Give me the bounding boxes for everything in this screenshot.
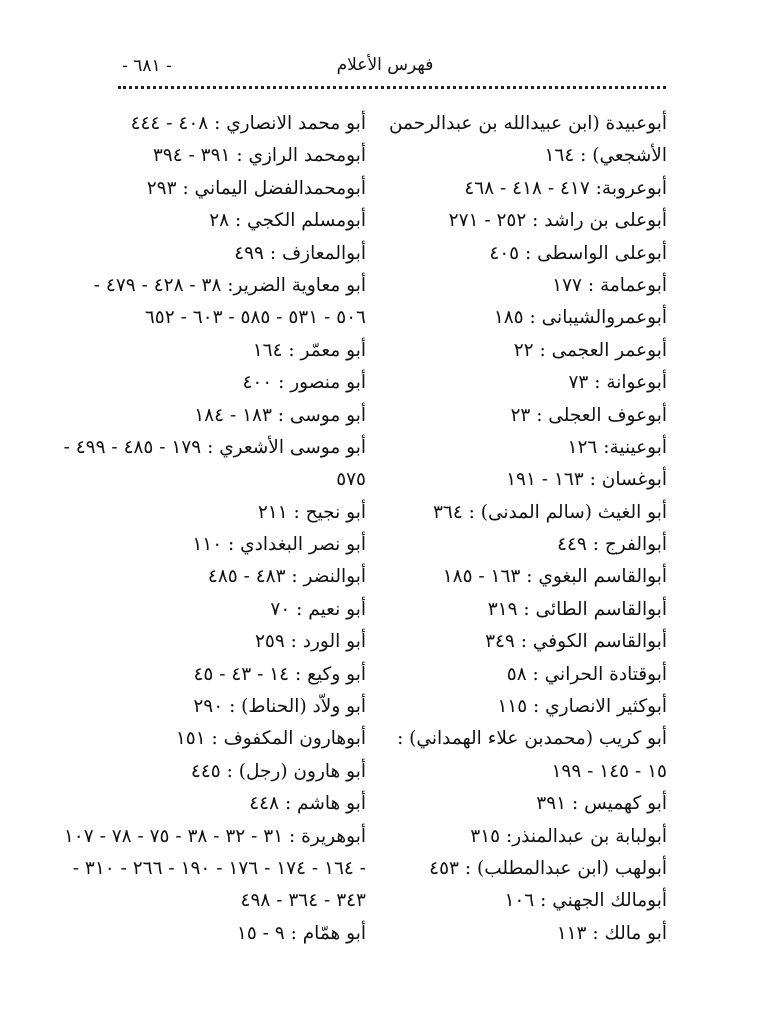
index-entry: أبو موسى : ١٨٣ - ١٨٤ bbox=[194, 404, 366, 426]
index-entry: أبو نجيح : ٢١١ bbox=[257, 501, 366, 523]
index-entry: أبولبابة بن عبدالمنذر: ٣١٥ bbox=[470, 825, 667, 847]
index-entry: أبوعمروالشيبانى : ١٨٥ bbox=[493, 307, 667, 329]
index-entry: أبومحمدالفضل اليماني : ٢٩٣ bbox=[146, 177, 366, 199]
index-entry: أبو محمد الانصاري : ٤٠٨ - ٤٤٤ bbox=[130, 113, 366, 134]
index-entry: أبو كريب (محمدبن علاء الهمداني) : bbox=[397, 728, 667, 750]
index-entry: أبو هارون (رجل) : ٤٤٥ bbox=[190, 760, 366, 782]
index-entry: أبو معمّر : ١٦٤ bbox=[252, 339, 366, 361]
page-title: فهرس الأعلام bbox=[336, 55, 434, 75]
index-entry: أبوعمامة : ١٧٧ bbox=[552, 274, 667, 296]
index-entry: أبوعروبة: ٤١٧ - ٤١٨ - ٤٦٨ bbox=[464, 177, 667, 199]
index-entry: أبوعلى الواسطى : ٤٠٥ bbox=[489, 242, 667, 264]
index-entry: أبومالك الجهني : ١٠٦ bbox=[504, 890, 667, 912]
index-column-right bbox=[388, 108, 667, 950]
index-entry: أبو نعيم : ٧٠ bbox=[270, 598, 366, 620]
index-entry: ١٥ - ١٤٥ - ١٩٩ bbox=[551, 760, 667, 782]
index-entry: أبو منصور : ٤٠٠ bbox=[242, 372, 366, 394]
index-entry: أبوعبيدة (ابن عبيدالله بن عبدالرحمن bbox=[388, 113, 667, 134]
index-entry: أبو الغيث (سالم المدنى) : ٣٦٤ bbox=[432, 501, 667, 523]
index-entry: أبو الورد : ٢٥٩ bbox=[254, 631, 366, 653]
index-entry: أبوعمر العجمى : ٢٢ bbox=[513, 339, 667, 361]
index-entry: أبومحمد الرازي : ٣٩١ - ٣٩٤ bbox=[152, 145, 366, 167]
index-entry: أبو مالك : ١١٣ bbox=[556, 922, 667, 944]
index-entry: ٥٧٥ bbox=[336, 469, 366, 491]
index-entry: أبوالفرج : ٤٤٩ bbox=[557, 534, 667, 556]
index-entry: الأشجعي) : ١٦٤ bbox=[544, 145, 667, 167]
index-entry: أبوغسان : ١٦٣ - ١٩١ bbox=[506, 469, 667, 491]
index-entry: أبو موسى الأشعري : ١٧٩ - ٤٨٥ - ٤٩٩ - bbox=[63, 436, 366, 458]
index-entry: أبوعينية: ١٢٦ bbox=[567, 436, 667, 458]
page-number: - ٦٨١ - bbox=[122, 56, 172, 76]
index-entry: أبوهريرة : ٣١ - ٣٢ - ٣٨ - ٧٥ - ٧٨ - ١٠٧ bbox=[63, 825, 366, 847]
index-entry: أبو همّام : ٩ - ١٥ bbox=[236, 922, 366, 944]
index-entry: أبوعلى بن راشد : ٢٥٢ - ٢٧١ bbox=[448, 210, 667, 232]
index-entry: أبو ولاّد (الحناط) : ٢٩٠ bbox=[193, 696, 366, 718]
index-entry: أبولهب (ابن عبدالمطلب) : ٤٥٣ bbox=[429, 857, 667, 879]
index-entry: أبوهارون المكفوف : ١٥١ bbox=[175, 728, 366, 750]
index-entry: ٣٤٣ - ٣٦٤ - ٤٩٨ bbox=[240, 890, 366, 912]
index-entry: أبومسلم الكجي : ٢٨ bbox=[209, 210, 366, 232]
index-entry: - ١٦٤ - ١٧٤ - ١٧٦ - ١٩٠ - ٢٦٦ - ٣١٠ - bbox=[72, 857, 366, 879]
index-entry: أبوالقاسم الكوفي : ٣٤٩ bbox=[485, 631, 667, 653]
index-column-left bbox=[63, 108, 366, 950]
index-entry: أبو معاوية الضرير: ٣٨ - ٤٢٨ - ٤٧٩ - bbox=[93, 274, 366, 296]
index-entry: أبو كهميس : ٣٩١ bbox=[536, 793, 667, 815]
index-entry: أبوالمعازف : ٤٩٩ bbox=[234, 242, 366, 264]
index-entry: أبو نصر البغدادي : ١١٠ bbox=[192, 534, 366, 556]
index-entry: أبوعوف العجلى : ٢٣ bbox=[510, 404, 667, 426]
index-entry: أبوالقاسم البغوي : ١٦٣ - ١٨٥ bbox=[442, 566, 667, 588]
index-entry: أبوقتادة الحراني : ٥٨ bbox=[506, 663, 667, 685]
index-entry: أبوكثير الانصاري : ١١٥ bbox=[497, 696, 667, 718]
index-entry: أبو وكيع : ١٤ - ٤٣ - ٤٥ bbox=[193, 663, 366, 685]
index-entry: أبو هاشم : ٤٤٨ bbox=[249, 793, 366, 815]
index-entry: أبوعوانة : ٧٣ bbox=[568, 372, 667, 394]
index-entry: أبوالقاسم الطائى : ٣١٩ bbox=[487, 598, 667, 620]
dotted-separator bbox=[118, 86, 666, 89]
index-entry: أبوالنضر : ٤٨٣ - ٤٨٥ bbox=[207, 566, 366, 588]
index-entry: ٥٠٦ - ٥٣١ - ٥٨٥ - ٦٠٣ - ٦٥٢ bbox=[144, 307, 366, 329]
